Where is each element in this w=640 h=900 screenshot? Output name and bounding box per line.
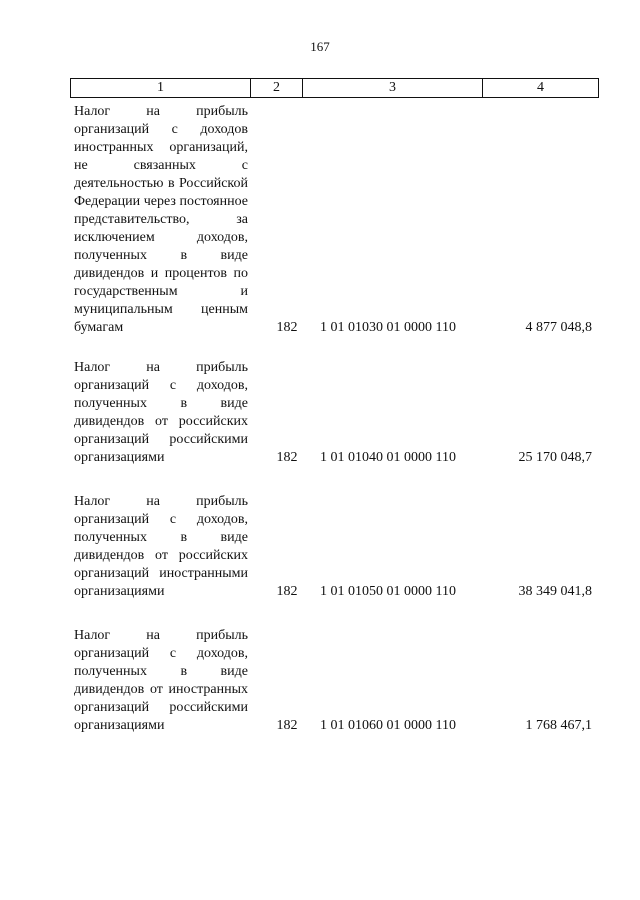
column-header-1: 1 xyxy=(71,79,251,98)
tax-name: Налог на прибыль организаций с доходов, полученных в виде дивидендов от иностранных организаций российскими организациями xyxy=(74,628,248,733)
budget-classification-code: 1 01 01050 01 0000 110 xyxy=(320,584,456,599)
table-row xyxy=(0,493,640,601)
table-row xyxy=(0,359,640,467)
budget-classification-code: 1 01 01060 01 0000 110 xyxy=(320,718,456,733)
column-header-table xyxy=(70,78,599,98)
column-header-row xyxy=(71,79,599,98)
admin-code: 182 xyxy=(276,718,298,733)
amount: 25 170 048,7 xyxy=(518,450,592,465)
amount: 4 877 048,8 xyxy=(525,320,592,335)
admin-code: 182 xyxy=(276,450,298,465)
budget-classification-code: 1 01 01040 01 0000 110 xyxy=(320,450,456,465)
column-header-3: 3 xyxy=(303,79,483,98)
column-header-2: 2 xyxy=(251,79,303,98)
column-header-4: 4 xyxy=(483,79,599,98)
amount: 1 768 467,1 xyxy=(525,718,592,733)
amount: 38 349 041,8 xyxy=(518,584,592,599)
tax-name: Налог на прибыль организаций с доходов, полученных в виде дивидендов от российских организаций российскими организациями xyxy=(74,360,248,465)
table-row xyxy=(0,103,640,337)
tax-name: Налог на прибыль организаций с доходов, полученных в виде дивидендов от российских организаций иностранными организациями xyxy=(74,494,248,599)
table-body xyxy=(0,103,640,735)
tax-name: Налог на прибыль организаций с доходов иностранных организаций, не связанных с деятельностью в Российской Федерации через постоянное представительство, за исключением доходов, полученных в виде дивидендов и процентов по государственным и муниципальным ценным бумагам xyxy=(74,104,248,335)
admin-code: 182 xyxy=(276,320,298,335)
admin-code: 182 xyxy=(276,584,298,599)
budget-classification-code: 1 01 01030 01 0000 110 xyxy=(320,320,456,335)
table-row xyxy=(0,627,640,735)
page-number: 167 xyxy=(310,39,330,54)
